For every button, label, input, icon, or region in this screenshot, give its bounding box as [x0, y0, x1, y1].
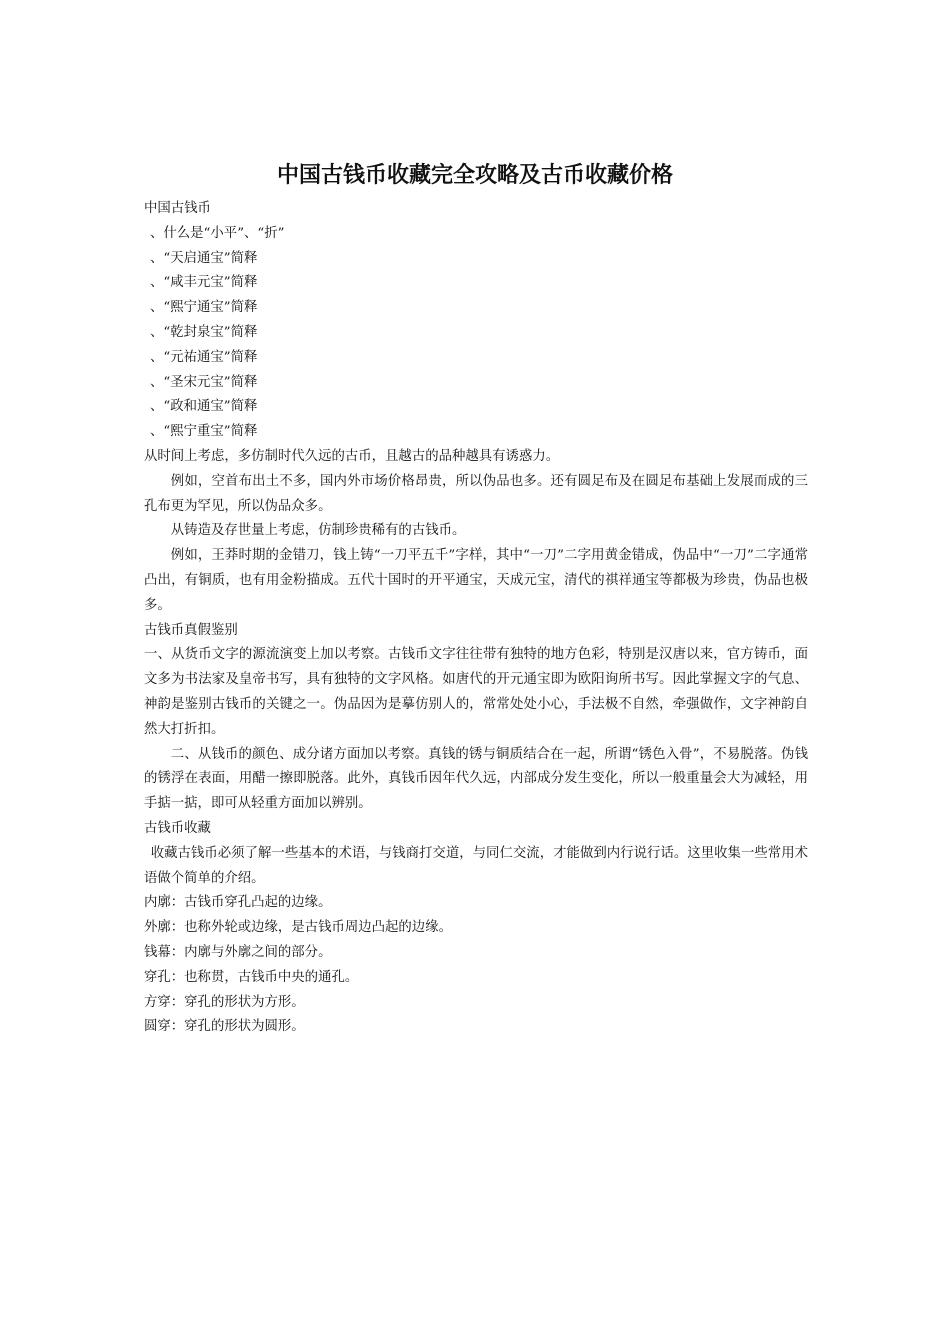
terminology-list: [144, 891, 808, 1040]
paragraph: 收藏古钱币必须了解一些基本的术语，与钱商打交道，与同仁交流，才能做到内行说行话。这里收集一些常用术语做个简单的介绍。: [144, 845, 808, 886]
paragraph: 例如，王莽时期的金错刀，钱上铸“一刀平五千”字样，其中“一刀”二字用黄金错成，伪品中“一刀”二字通常凸出，有铜质，也有用金粉描成。五代十国时的开平通宝，天成元宝，清代的祺祥通宝等都极为珍贵，伪品也极多。: [144, 548, 808, 613]
topic-list: [144, 222, 808, 445]
list-item: 、“圣宋元宝”简释: [150, 374, 258, 390]
document-body: [144, 197, 808, 1040]
term-definition: 方穿：穿孔的形状为方形。: [144, 994, 305, 1010]
paragraph: 例如，空首布出土不多，国内外市场价格昂贵，所以伪品也多。还有圆足布及在圆足布基础上发展而成的三孔布更为罕见，所以伪品众多。: [144, 473, 808, 514]
term-definition: 外廓：也称外轮或边缘，是古钱币周边凸起的边缘。: [144, 920, 452, 936]
section-heading-authentication: 古钱币真假鉴别: [144, 622, 238, 638]
list-item: 、“熙宁重宝”简释: [150, 424, 258, 440]
list-item: 、“熙宁通宝”简释: [150, 300, 258, 316]
list-item: 、“政和通宝”简释: [150, 399, 258, 415]
list-item: 、“元祐通宝”简释: [150, 349, 258, 365]
document-title: 中国古钱币收藏完全攻略及古币收藏价格: [276, 161, 673, 188]
paragraph: 一、从货币文字的源流演变上加以考察。古钱币文字往往带有独特的地方色彩，特别是汉唐以来，官方铸币，面文多为书法家及皇帝书写，具有独特的文字风格。如唐代的开元通宝即为欧阳询所书写。因此掌握文字的气息、神韵是鉴别古钱币的关键之一。伪品因为是摹仿别人的，常常处处小心，手法极不自然，牵强做作，文字神韵自然大打折扣。: [144, 647, 808, 737]
term-definition: 穿孔：也称贯，古钱币中央的通孔。: [144, 969, 359, 985]
section-heading-ancient-coins: 中国古钱币: [144, 201, 211, 216]
list-item: 、“天启通宝”简释: [150, 250, 258, 266]
list-item: 、什么是“小平”、“折”: [150, 225, 285, 241]
section-heading-collecting: 古钱币收藏: [144, 820, 211, 836]
term-definition: 圆穿：穿孔的形状为圆形。: [144, 1019, 305, 1035]
paragraph: 从铸造及存世量上考虑，仿制珍贵稀有的古钱币。: [170, 523, 466, 539]
list-item: 、“乾封泉宝”简释: [150, 324, 258, 340]
term-definition: 内廓：古钱币穿孔凸起的边缘。: [144, 895, 332, 911]
list-item: 、“咸丰元宝”简释: [150, 275, 258, 291]
paragraph: 从时间上考虑，多仿制时代久远的古币，且越古的品种越具有诱惑力。: [144, 448, 560, 464]
paragraph: 二、从钱币的颜色、成分诸方面加以考察。真钱的锈与铜质结合在一起，所谓“锈色入骨”，不易脱落。伪钱的锈浮在表面，用醋一擦即脱落。此外，真钱币因年代久远，内部成分发生变化，所以一般重量会大为减轻，用手掂一掂，即可从轻重方面加以辨别。: [144, 746, 808, 812]
term-definition: 钱幕：内廓与外廓之间的部分。: [144, 944, 332, 960]
